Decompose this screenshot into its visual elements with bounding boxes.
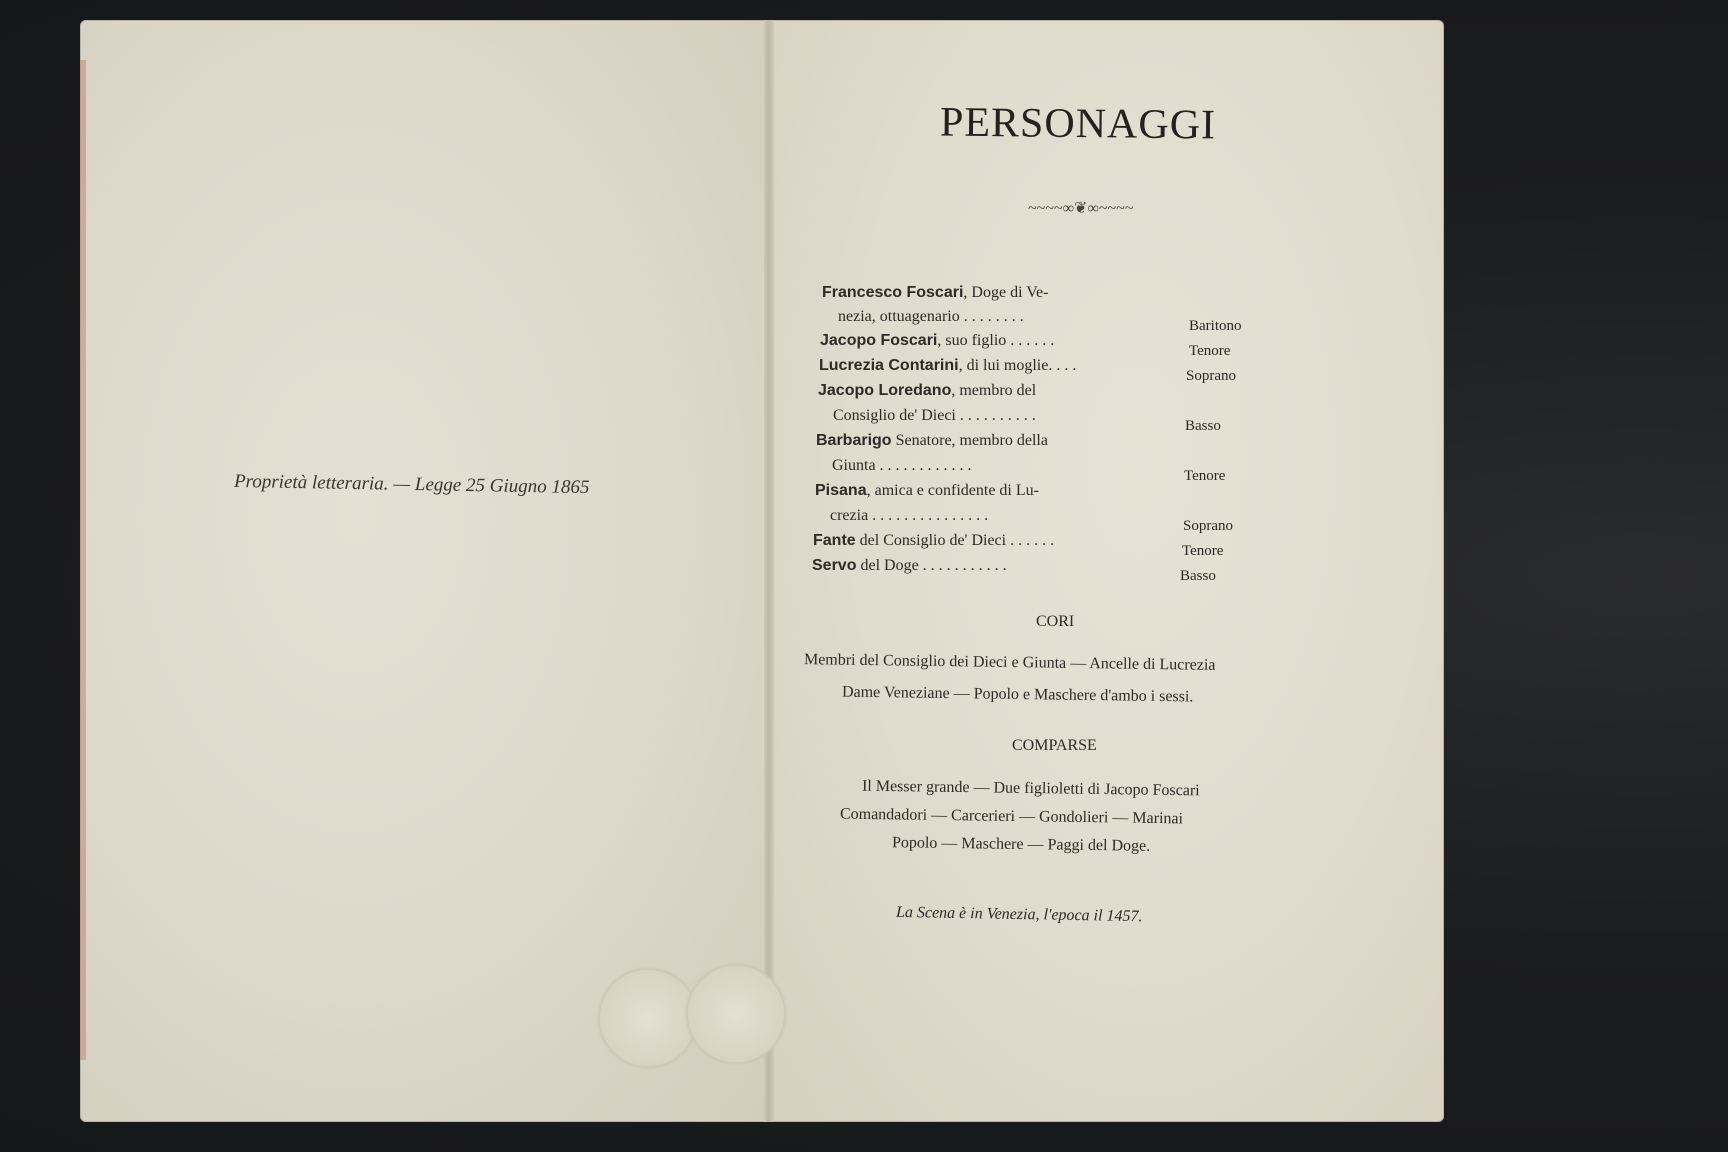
character-description: Senatore, membro della [891, 432, 1048, 449]
copyright-notice: Proprietà letteraria. — Legge 25 Giugno 1865 [233, 470, 590, 499]
cori-line: Dame Veneziane — Popolo e Maschere d'ambo i sessi. [841, 683, 1194, 706]
voice-type: Tenore [1184, 468, 1226, 484]
character-name: Lucrezia Contarini [819, 357, 959, 374]
comparse-heading: COMPARSE [1012, 737, 1097, 754]
character-name: Jacopo Foscari [820, 332, 938, 349]
character-description-continued: Consiglio de' Dieci . . . . . . . . . . [833, 407, 1036, 424]
character-description: , di lui moglie. . . . [958, 357, 1077, 374]
character-name: Barbarigo [816, 432, 892, 449]
character-description: , amica e confidente di Lu- [866, 482, 1039, 499]
character-description: del Doge . . . . . . . . . . . [856, 557, 1007, 574]
voice-type: Baritono [1189, 318, 1242, 334]
character-description: del Consiglio de' Dieci . . . . . . [855, 532, 1055, 549]
character-description: , Doge di Ve- [963, 284, 1049, 301]
voice-type: Basso [1185, 418, 1221, 434]
voice-type: Tenore [1182, 543, 1224, 559]
ornament-divider: ~~~~∞❦∞~~~~ [1028, 200, 1134, 217]
comparse-line: Comandadori — Carcerieri — Gondolieri — Marinai [839, 805, 1184, 828]
voice-type: Basso [1180, 568, 1216, 584]
character-description-continued: crezia . . . . . . . . . . . . . . . [830, 507, 989, 524]
character-description: , suo figlio . . . . . . [937, 332, 1055, 349]
page-title: PERSONAGGI [939, 99, 1217, 149]
voice-type: Soprano [1186, 368, 1236, 384]
character-description-continued: nezia, ottuagenario . . . . . . . . [838, 308, 1024, 325]
character-name: Fante [813, 532, 856, 549]
cori-line: Membri del Consiglio dei Dieci e Giunta — Ancelle di Lucrezia [803, 651, 1216, 674]
character-description: , membro del [951, 382, 1037, 399]
voice-type: Tenore [1189, 343, 1231, 359]
cori-heading: CORI [1036, 613, 1075, 630]
character-description-continued: Giunta . . . . . . . . . . . . [832, 457, 972, 474]
character-name: Francesco Foscari [822, 284, 964, 301]
scene-note: La Scena è in Venezia, l'epoca il 1457. [895, 903, 1143, 926]
character-name: Jacopo Loredano [818, 382, 952, 399]
comparse-line: Il Messer grande — Due figlioletti di Jacopo Foscari [861, 777, 1200, 800]
character-name: Servo [812, 557, 857, 574]
comparse-line: Popolo — Maschere — Paggi del Doge. [891, 834, 1151, 855]
character-name: Pisana [815, 482, 867, 499]
voice-type: Soprano [1183, 518, 1233, 534]
